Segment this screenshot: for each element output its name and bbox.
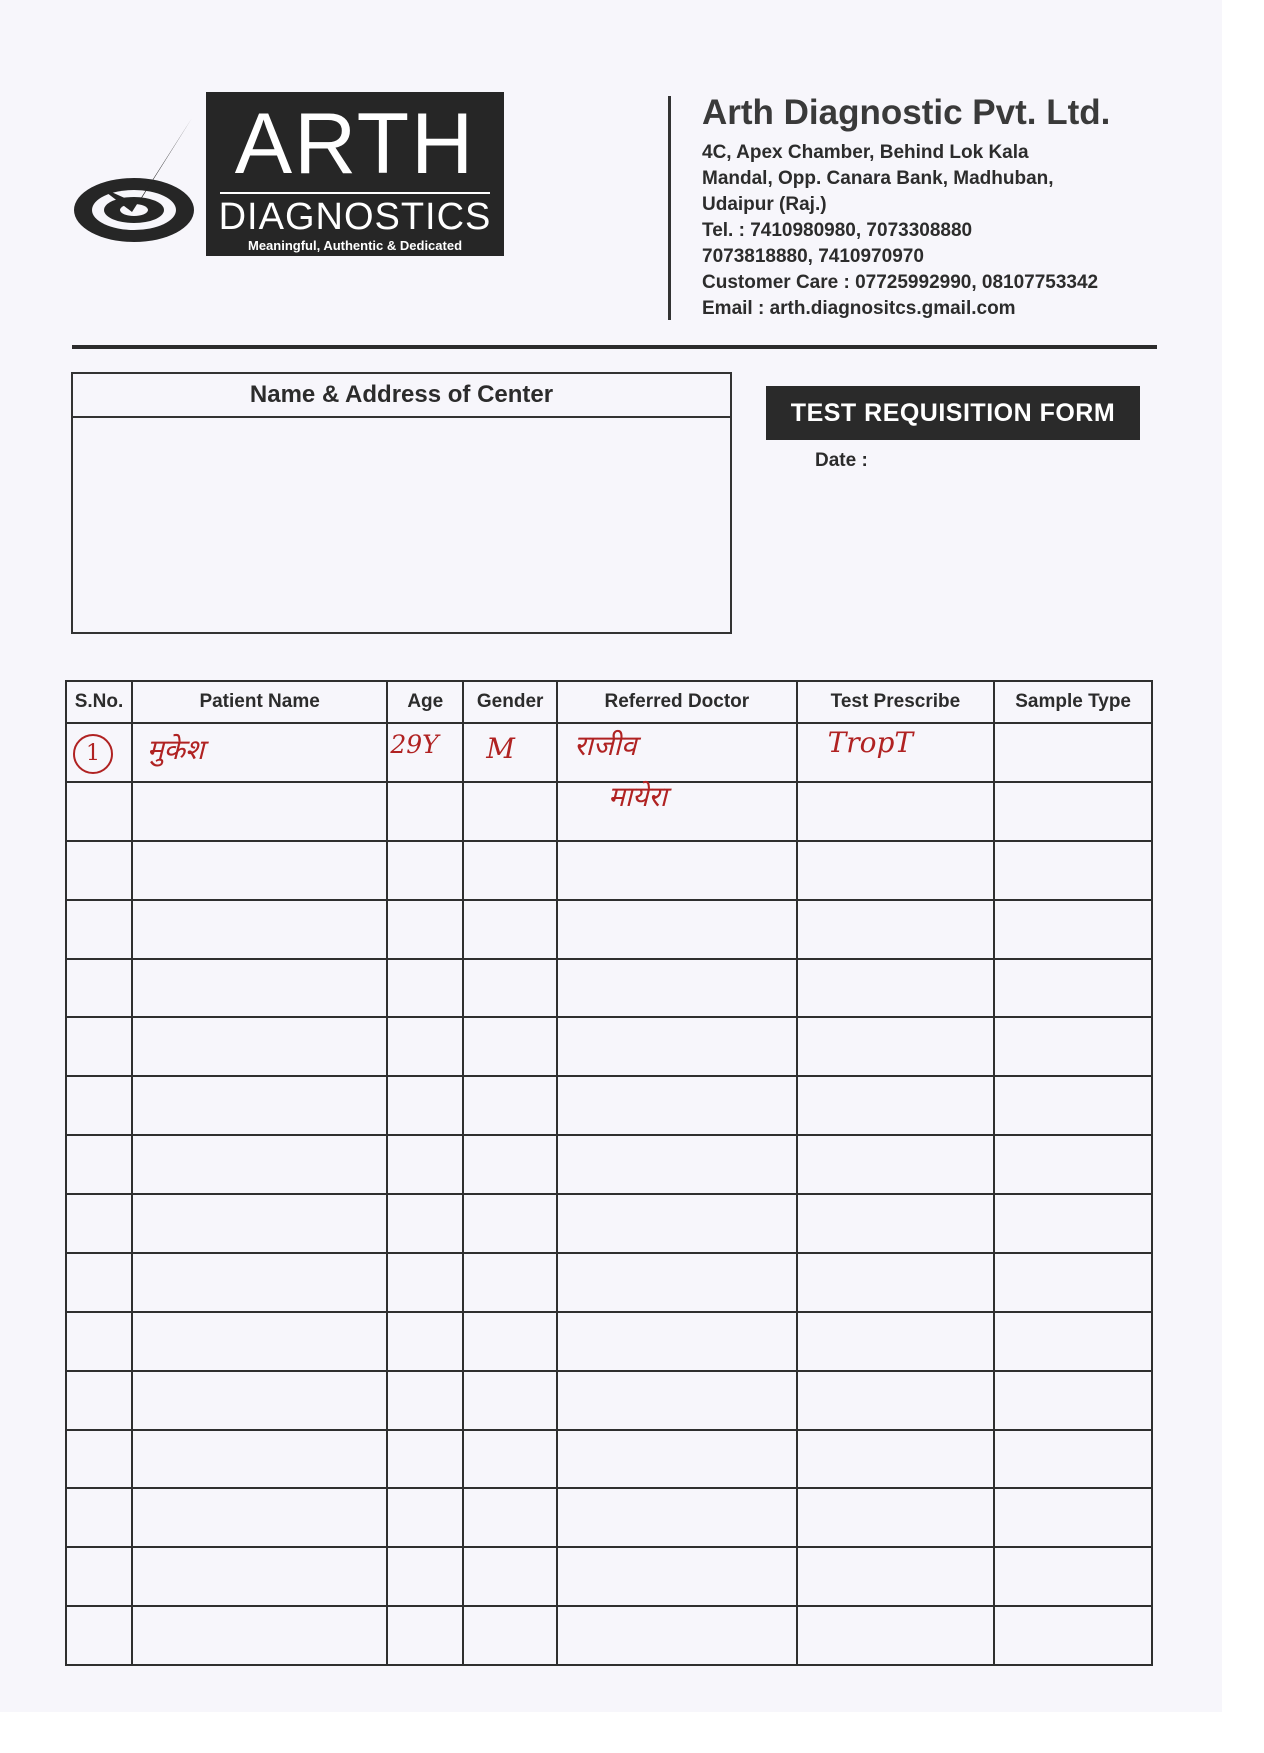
cell-gender[interactable] [463, 1253, 557, 1312]
cell-gender[interactable] [463, 1135, 557, 1194]
cell-sample-type[interactable] [994, 782, 1152, 841]
cell-sno[interactable] [66, 1547, 132, 1606]
cell-test-prescribe[interactable] [797, 723, 995, 782]
cell-referred-doctor[interactable] [557, 1017, 796, 1076]
cell-patient-name[interactable] [132, 841, 387, 900]
cell-age[interactable] [387, 1017, 463, 1076]
cell-sno[interactable] [66, 1076, 132, 1135]
cell-age[interactable] [387, 723, 463, 782]
company-info [702, 92, 1172, 322]
cell-age[interactable] [387, 1253, 463, 1312]
cell-sno[interactable] [66, 1606, 132, 1665]
cell-patient-name[interactable] [132, 1606, 387, 1665]
cell-patient-name[interactable] [132, 1017, 387, 1076]
cell-sample-type[interactable] [994, 1194, 1152, 1253]
cell-sno[interactable] [66, 841, 132, 900]
cell-test-prescribe[interactable] [797, 1135, 995, 1194]
cell-referred-doctor[interactable] [557, 723, 796, 782]
cell-gender[interactable] [463, 723, 557, 782]
cell-gender[interactable] [463, 959, 557, 1018]
table-row [66, 1547, 1152, 1606]
address-line: 4C, Apex Chamber, Behind Lok Kala [702, 142, 1029, 163]
handwritten-age: 29Y [390, 730, 439, 760]
cell-patient-name[interactable] [132, 1371, 387, 1430]
column-header-sample-type: Sample Type [994, 681, 1152, 723]
cell-gender[interactable] [463, 1194, 557, 1253]
column-header-patient-name: Patient Name [132, 681, 387, 723]
cell-test-prescribe[interactable] [797, 1430, 995, 1489]
cell-test-prescribe[interactable] [797, 1488, 995, 1547]
cell-referred-doctor[interactable] [557, 1488, 796, 1547]
table-row [66, 1135, 1152, 1194]
email-line: Email : arth.diagnositcs.gmail.com [702, 298, 1016, 319]
handwritten-patient-name: मुकेश [146, 733, 205, 767]
table-row [66, 1312, 1152, 1371]
table-row [66, 1488, 1152, 1547]
table-row [66, 1076, 1152, 1135]
logo-divider [220, 192, 490, 194]
cell-sample-type[interactable] [994, 900, 1152, 959]
cell-referred-doctor[interactable] [557, 1076, 796, 1135]
cell-referred-doctor[interactable] [557, 1547, 796, 1606]
cell-sno[interactable] [66, 723, 132, 782]
handwritten-sno: 1 [73, 734, 113, 774]
cell-sample-type[interactable] [994, 1076, 1152, 1135]
cell-sample-type[interactable] [994, 959, 1152, 1018]
cell-age[interactable] [387, 1606, 463, 1665]
cell-gender[interactable] [463, 1017, 557, 1076]
cell-sample-type[interactable] [994, 1017, 1152, 1076]
cell-patient-name[interactable] [132, 1194, 387, 1253]
cell-sno[interactable] [66, 959, 132, 1018]
cell-sample-type[interactable] [994, 1253, 1152, 1312]
table-header-row [66, 681, 1152, 723]
cell-sample-type[interactable] [994, 1430, 1152, 1489]
requisition-table [65, 680, 1153, 1666]
cell-sno[interactable] [66, 1488, 132, 1547]
cell-sno[interactable] [66, 1253, 132, 1312]
table-row [66, 1017, 1152, 1076]
cell-sample-type[interactable] [994, 1488, 1152, 1547]
cell-patient-name[interactable] [132, 723, 387, 782]
cell-sample-type[interactable] [994, 1135, 1152, 1194]
cell-gender[interactable] [463, 1547, 557, 1606]
cell-sno[interactable] [66, 782, 132, 841]
table-row [66, 900, 1152, 959]
cell-test-prescribe[interactable] [797, 1371, 995, 1430]
cell-test-prescribe[interactable] [797, 1312, 995, 1371]
cell-patient-name[interactable] [132, 1253, 387, 1312]
form-title: TEST REQUISITION FORM [766, 386, 1140, 440]
cell-referred-doctor[interactable] [557, 900, 796, 959]
cell-age[interactable] [387, 1076, 463, 1135]
cell-test-prescribe[interactable] [797, 1547, 995, 1606]
table-row [66, 1606, 1152, 1665]
column-header-test-prescribe: Test Prescribe [797, 681, 995, 723]
cell-test-prescribe[interactable] [797, 1253, 995, 1312]
cell-test-prescribe[interactable] [797, 782, 995, 841]
column-header-referred-doctor: Referred Doctor [557, 681, 796, 723]
address-line: Udaipur (Raj.) [702, 194, 827, 215]
table-row [66, 1194, 1152, 1253]
center-address-box[interactable] [71, 372, 732, 634]
cell-sample-type[interactable] [994, 1371, 1152, 1430]
cell-referred-doctor[interactable] [557, 959, 796, 1018]
target-checkmark-icon [68, 118, 208, 258]
cell-patient-name[interactable] [132, 1076, 387, 1135]
cell-age[interactable] [387, 900, 463, 959]
cell-referred-doctor[interactable] [557, 1253, 796, 1312]
table-row [66, 1430, 1152, 1489]
table-row [66, 723, 1152, 782]
cell-test-prescribe[interactable] [797, 1017, 995, 1076]
cell-gender[interactable] [463, 1371, 557, 1430]
cell-patient-name[interactable] [132, 1430, 387, 1489]
cell-referred-doctor[interactable] [557, 1430, 796, 1489]
cell-gender[interactable] [463, 782, 557, 841]
company-name: Arth Diagnostic Pvt. Ltd. [702, 93, 1111, 132]
phone-line: Tel. : 7410980980, 7073308880 [702, 220, 973, 241]
company-logo [68, 88, 508, 258]
cell-referred-doctor[interactable] [557, 1194, 796, 1253]
cell-patient-name[interactable] [132, 900, 387, 959]
cell-gender[interactable] [463, 1488, 557, 1547]
cell-sno[interactable] [66, 900, 132, 959]
cell-age[interactable] [387, 782, 463, 841]
cell-gender[interactable] [463, 1430, 557, 1489]
column-header-gender: Gender [463, 681, 557, 723]
customer-care-line: Customer Care : 07725992990, 08107753342 [702, 272, 1099, 293]
phone-line: 7073818880, 7410970970 [702, 246, 924, 267]
table-row [66, 1371, 1152, 1430]
cell-age[interactable] [387, 1312, 463, 1371]
cell-age[interactable] [387, 959, 463, 1018]
handwritten-gender: M [486, 732, 515, 766]
logo-wordmark [206, 92, 504, 256]
cell-sample-type[interactable] [994, 841, 1152, 900]
cell-patient-name[interactable] [132, 959, 387, 1018]
handwritten-doctor-line1: राजीव [574, 729, 637, 763]
cell-test-prescribe[interactable] [797, 1194, 995, 1253]
cell-test-prescribe[interactable] [797, 900, 995, 959]
cell-age[interactable] [387, 1194, 463, 1253]
cell-referred-doctor[interactable] [557, 841, 796, 900]
cell-patient-name[interactable] [132, 1547, 387, 1606]
cell-age[interactable] [387, 1135, 463, 1194]
cell-age[interactable] [387, 1547, 463, 1606]
cell-sample-type[interactable] [994, 1312, 1152, 1371]
cell-patient-name[interactable] [132, 1488, 387, 1547]
cell-age[interactable] [387, 1371, 463, 1430]
date-label: Date : [815, 450, 868, 471]
cell-test-prescribe[interactable] [797, 959, 995, 1018]
cell-age[interactable] [387, 1488, 463, 1547]
table-row [66, 1253, 1152, 1312]
cell-test-prescribe[interactable] [797, 841, 995, 900]
cell-sno[interactable] [66, 1430, 132, 1489]
handwritten-test: TropT [827, 726, 914, 760]
cell-sno[interactable] [66, 1194, 132, 1253]
cell-patient-name[interactable] [132, 782, 387, 841]
column-header-age: Age [387, 681, 463, 723]
logo-tagline: Meaningful, Authentic & Dedicated [247, 238, 463, 253]
cell-referred-doctor[interactable] [557, 1606, 796, 1665]
column-header-sno: S.No. [66, 681, 132, 723]
cell-referred-doctor[interactable] [557, 1135, 796, 1194]
cell-sample-type[interactable] [994, 723, 1152, 782]
cell-age[interactable] [387, 841, 463, 900]
cell-referred-doctor[interactable] [557, 1371, 796, 1430]
cell-referred-doctor[interactable] [557, 1312, 796, 1371]
cell-sample-type[interactable] [994, 1606, 1152, 1665]
cell-sno[interactable] [66, 1017, 132, 1076]
cell-patient-name[interactable] [132, 1135, 387, 1194]
center-box-heading: Name & Address of Center [73, 374, 730, 418]
cell-gender[interactable] [463, 841, 557, 900]
cell-gender[interactable] [463, 1312, 557, 1371]
header-rule [72, 345, 1157, 349]
handwritten-doctor-line2: मायेरा [608, 780, 668, 814]
cell-sno[interactable] [66, 1371, 132, 1430]
cell-sno[interactable] [66, 1312, 132, 1371]
cell-sample-type[interactable] [994, 1547, 1152, 1606]
cell-age[interactable] [387, 1430, 463, 1489]
logo-sub: DIAGNOSTICS [218, 196, 492, 238]
header-divider [668, 96, 671, 320]
cell-test-prescribe[interactable] [797, 1606, 995, 1665]
table-row [66, 959, 1152, 1018]
cell-gender[interactable] [463, 1076, 557, 1135]
table-row [66, 782, 1152, 841]
table-row [66, 841, 1152, 900]
cell-sno[interactable] [66, 1135, 132, 1194]
cell-referred-doctor[interactable] [557, 782, 796, 841]
cell-gender[interactable] [463, 900, 557, 959]
cell-test-prescribe[interactable] [797, 1076, 995, 1135]
logo-word: ARTH [234, 96, 476, 192]
cell-gender[interactable] [463, 1606, 557, 1665]
address-line: Mandal, Opp. Canara Bank, Madhuban, [702, 168, 1054, 189]
cell-patient-name[interactable] [132, 1312, 387, 1371]
